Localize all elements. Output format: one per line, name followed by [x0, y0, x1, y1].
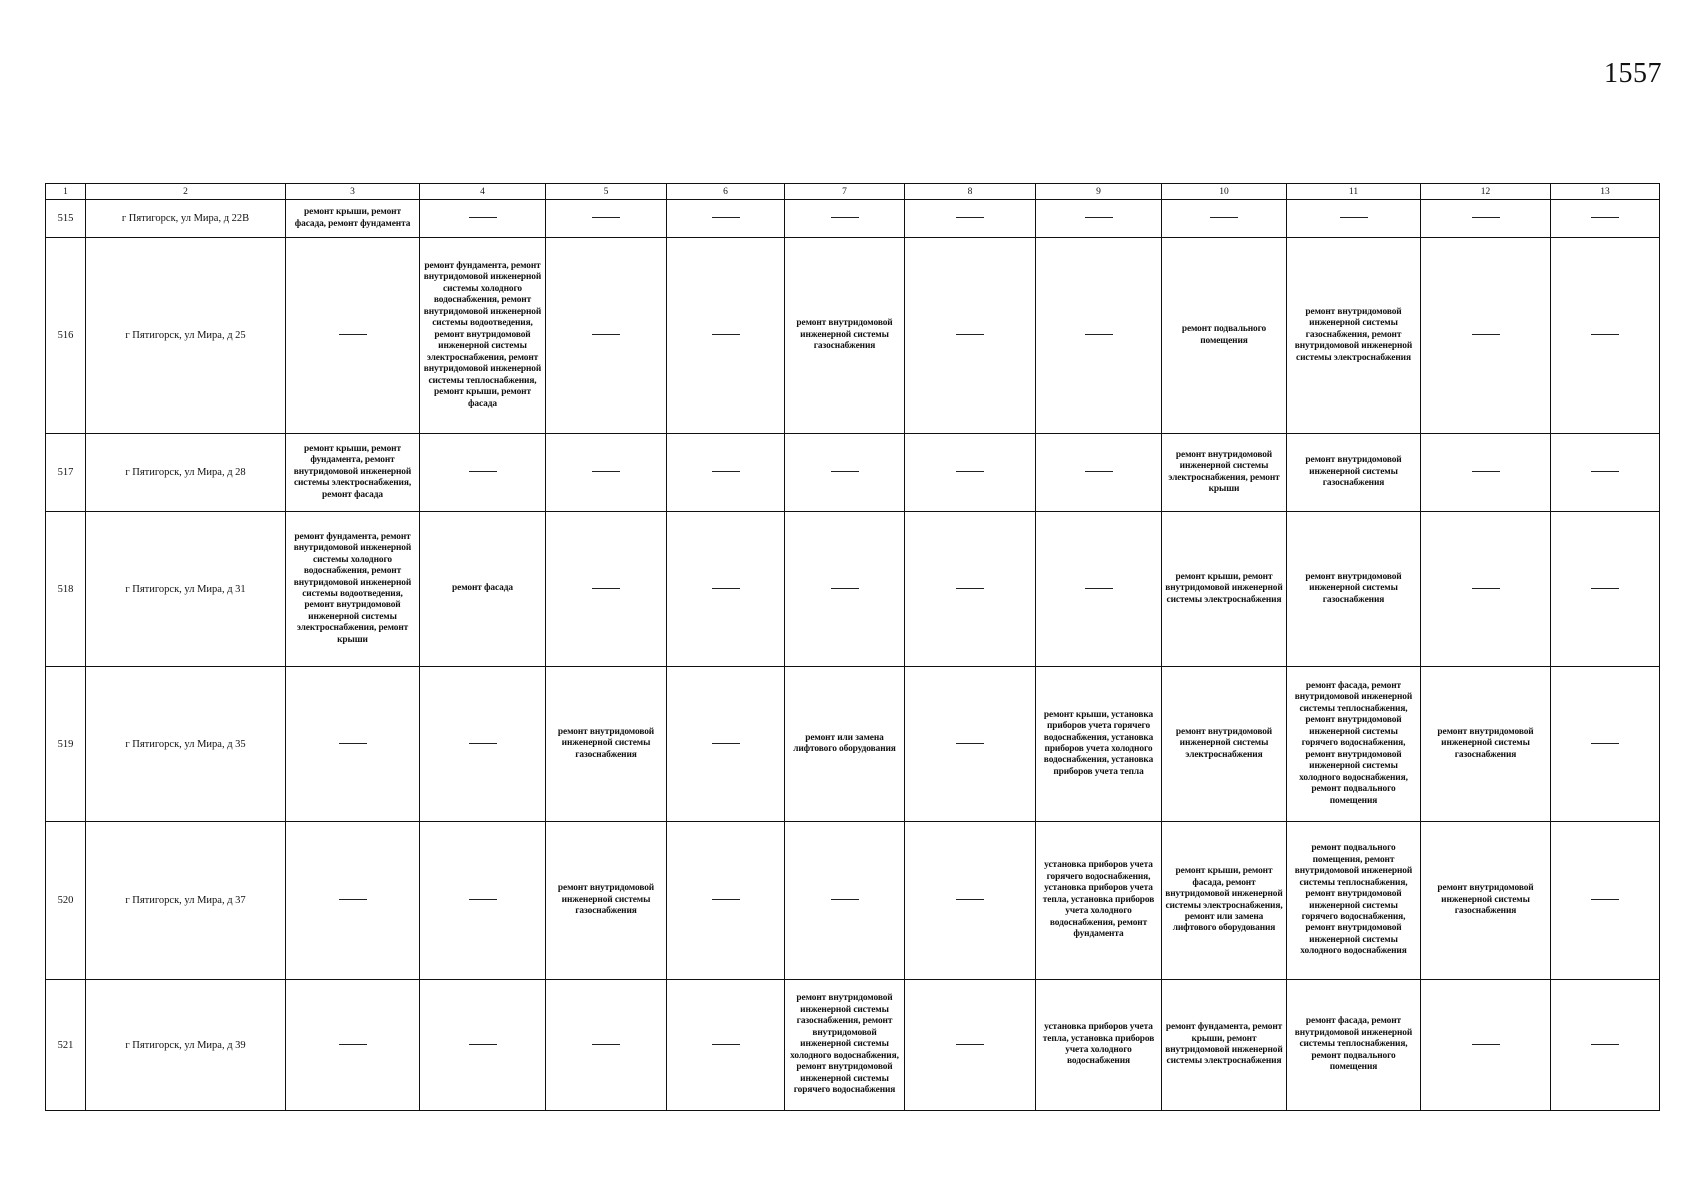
work-cell [546, 980, 667, 1111]
work-cell [785, 980, 905, 1111]
work-text: ремонт крыши, установка приборов учета горячего водоснабжения, установка приборов учета холодного водоснабжения, установка приборов учета тепла [1043, 709, 1154, 777]
address-cell [86, 667, 286, 822]
empty-dash [592, 471, 620, 472]
empty-dash [1210, 217, 1238, 218]
cell-text: г Пятигорск, ул Мира, д 22В [121, 213, 250, 224]
work-text: ремонт фасада, ремонт внутридомовой инженерной системы теплоснабжения, ремонт внутридомовой инженерной системы горячего водоснабжения, ремонт внутридомовой инженерной системы холодного водоснабжения, ремонт подвального помещения [1294, 680, 1413, 806]
empty-dash [1472, 217, 1500, 218]
empty-dash [339, 743, 367, 744]
row-number [46, 980, 86, 1111]
work-cell [546, 667, 667, 822]
work-cell [420, 980, 546, 1111]
cell-text: 517 [57, 467, 74, 478]
empty-dash [1591, 588, 1619, 589]
cell-text: 516 [57, 330, 74, 341]
column-header: 1 [46, 184, 86, 200]
work-text: ремонт подвального помещения, ремонт внутридомовой инженерной системы теплоснабжения, ремонт внутридомовой инженерной системы горячего водоснабжения, ремонт внутридомовой инженерной системы холодного водоснабжения [1294, 843, 1413, 957]
work-cell [1162, 822, 1287, 980]
empty-dash [712, 588, 740, 589]
cell-text: г Пятигорск, ул Мира, д 25 [125, 330, 246, 341]
work-cell [1551, 238, 1660, 434]
work-text: ремонт внутридомовой инженерной системы газоснабжения [1437, 883, 1534, 917]
empty-dash [956, 899, 984, 900]
empty-dash [1472, 334, 1500, 335]
work-cell [905, 822, 1036, 980]
empty-dash [712, 899, 740, 900]
row-number [46, 512, 86, 667]
work-cell [546, 238, 667, 434]
empty-dash [592, 1044, 620, 1045]
column-header: 11 [1287, 184, 1421, 200]
work-cell [1421, 667, 1551, 822]
work-text: ремонт или замена лифтового оборудования [793, 732, 896, 754]
empty-dash [1591, 217, 1619, 218]
work-cell [1287, 238, 1421, 434]
row-number [46, 822, 86, 980]
empty-dash [1472, 471, 1500, 472]
row-number [46, 238, 86, 434]
row-number [46, 667, 86, 822]
column-header: 9 [1036, 184, 1162, 200]
table-row [46, 667, 1660, 822]
cell-text: г Пятигорск, ул Мира, д 39 [125, 1039, 246, 1051]
column-header: 6 [667, 184, 785, 200]
empty-dash [956, 743, 984, 744]
empty-dash [956, 588, 984, 589]
empty-dash [1085, 471, 1113, 472]
work-text: ремонт фасада [452, 583, 513, 594]
empty-dash [1472, 1044, 1500, 1045]
empty-dash [1340, 217, 1368, 218]
work-text: ремонт внутридомовой инженерной системы газоснабжения [796, 318, 893, 352]
work-cell [785, 667, 905, 822]
cell-text: 519 [57, 738, 74, 750]
work-cell [286, 200, 420, 238]
page-number: 1557 [1604, 58, 1662, 89]
work-cell [1551, 822, 1660, 980]
column-header: 4 [420, 184, 546, 200]
work-text: ремонт внутридомовой инженерной системы газоснабжения, ремонт внутридомовой инженерной системы холодного водоснабжения, ремонт внутридомовой инженерной системы горячего водоснабжения [790, 993, 899, 1096]
work-cell [1421, 238, 1551, 434]
column-header: 8 [905, 184, 1036, 200]
work-cell [1036, 512, 1162, 667]
work-cell [1551, 434, 1660, 512]
column-header: 2 [86, 184, 286, 200]
empty-dash [1591, 471, 1619, 472]
empty-dash [592, 334, 620, 335]
work-cell [286, 512, 420, 667]
work-cell [1421, 434, 1551, 512]
work-cell [1421, 980, 1551, 1111]
work-cell [1421, 822, 1551, 980]
work-cell [785, 512, 905, 667]
column-number-row [46, 184, 1660, 200]
row-number [46, 200, 86, 238]
empty-dash [831, 588, 859, 589]
work-cell [667, 667, 785, 822]
address-cell [86, 434, 286, 512]
cell-text: 518 [57, 583, 74, 595]
empty-dash [1085, 217, 1113, 218]
work-cell [905, 238, 1036, 434]
work-cell [905, 512, 1036, 667]
work-cell [1287, 434, 1421, 512]
work-text: ремонт крыши, ремонт фасада, ремонт фундамента [294, 207, 411, 229]
empty-dash [712, 471, 740, 472]
work-text: ремонт крыши, ремонт внутридомовой инженерной системы электроснабжения [1165, 571, 1283, 605]
empty-dash [592, 588, 620, 589]
work-cell [1551, 980, 1660, 1111]
work-cell [546, 822, 667, 980]
table-row [46, 238, 1660, 434]
work-cell [1162, 667, 1287, 822]
work-cell [667, 822, 785, 980]
work-cell [1036, 434, 1162, 512]
work-cell [1287, 980, 1421, 1111]
work-cell [286, 822, 420, 980]
cell-text: 515 [57, 213, 74, 224]
column-header: 13 [1551, 184, 1660, 200]
empty-dash [1591, 1044, 1619, 1045]
work-cell [785, 434, 905, 512]
work-cell [1036, 980, 1162, 1111]
work-cell [286, 238, 420, 434]
cell-text: г Пятигорск, ул Мира, д 35 [125, 738, 246, 750]
work-cell [667, 434, 785, 512]
work-text: ремонт внутридомовой инженерной системы электроснабжения, ремонт крыши [1168, 449, 1280, 494]
work-cell [1162, 980, 1287, 1111]
empty-dash [339, 334, 367, 335]
cell-text: 520 [57, 895, 74, 906]
work-text: ремонт внутридомовой инженерной системы газоснабжения [1305, 571, 1402, 605]
table-row [46, 980, 1660, 1111]
address-cell [86, 822, 286, 980]
work-cell [905, 980, 1036, 1111]
empty-dash [831, 471, 859, 472]
row-number [46, 434, 86, 512]
empty-dash [1591, 743, 1619, 744]
work-cell [1551, 200, 1660, 238]
work-text: ремонт крыши, ремонт фундамента, ремонт внутридомовой инженерной системы электроснабжения, ремонт фасада [293, 443, 412, 500]
column-header: 12 [1421, 184, 1551, 200]
work-cell [420, 512, 546, 667]
work-cell [420, 238, 546, 434]
empty-dash [712, 217, 740, 218]
work-cell [1162, 200, 1287, 238]
work-cell [1287, 667, 1421, 822]
empty-dash [831, 217, 859, 218]
work-cell [1162, 512, 1287, 667]
empty-dash [712, 743, 740, 744]
work-text: ремонт внутридомовой инженерной системы электроснабжения [1175, 726, 1273, 760]
empty-dash [1085, 334, 1113, 335]
work-cell [1036, 822, 1162, 980]
work-text: ремонт внутридомовой инженерной системы газоснабжения [1305, 455, 1402, 489]
empty-dash [712, 1044, 740, 1045]
work-cell [1287, 512, 1421, 667]
table-row [46, 512, 1660, 667]
work-cell [1551, 667, 1660, 822]
empty-dash [469, 471, 497, 472]
work-text: ремонт внутридомовой инженерной системы газоснабжения [557, 883, 655, 917]
work-cell [667, 200, 785, 238]
work-cell [546, 512, 667, 667]
empty-dash [1591, 334, 1619, 335]
empty-dash [339, 1044, 367, 1045]
work-cell [546, 200, 667, 238]
table-row [46, 200, 1660, 238]
work-text: ремонт подвального помещения [1181, 324, 1267, 346]
work-cell [1421, 200, 1551, 238]
work-cell [1162, 434, 1287, 512]
work-text: ремонт фундамента, ремонт внутридомовой инженерной системы холодного водоснабжения, ремонт внутридомовой инженерной системы водоотведения, ремонт внутридомовой инженерной системы электроснабжения, ремонт внутридомовой инженерной системы теплоснабжения, ремонт крыши, ремонт фасада [423, 260, 542, 409]
work-text: ремонт внутридомовой инженерной системы газоснабжения, ремонт внутридомовой инженерной системы электроснабжения [1294, 306, 1413, 363]
work-text: ремонт внутридомовой инженерной системы газоснабжения [1437, 726, 1534, 760]
column-header: 3 [286, 184, 420, 200]
empty-dash [1591, 899, 1619, 900]
empty-dash [469, 217, 497, 218]
work-cell [785, 822, 905, 980]
cell-text: г Пятигорск, ул Мира, д 31 [125, 583, 246, 595]
empty-dash [956, 217, 984, 218]
empty-dash [339, 899, 367, 900]
work-cell [905, 434, 1036, 512]
work-cell [420, 200, 546, 238]
empty-dash [469, 743, 497, 744]
empty-dash [1472, 588, 1500, 589]
work-text: ремонт фундамента, ремонт крыши, ремонт внутридомовой инженерной системы электроснабжения [1165, 1022, 1283, 1067]
work-cell [420, 822, 546, 980]
cell-text: 521 [57, 1039, 74, 1051]
work-cell [1036, 667, 1162, 822]
empty-dash [956, 334, 984, 335]
address-cell [86, 980, 286, 1111]
work-cell [546, 434, 667, 512]
empty-dash [1085, 588, 1113, 589]
address-cell [86, 512, 286, 667]
work-cell [286, 434, 420, 512]
empty-dash [469, 899, 497, 900]
work-text: ремонт фундамента, ремонт внутридомовой инженерной системы холодного водоснабжения, ремонт внутридомовой инженерной системы водоотведения, ремонт внутридомовой инженерной системы электроснабжения, ремонт крыши [293, 531, 412, 645]
work-cell [1036, 238, 1162, 434]
work-cell [420, 667, 546, 822]
table-body [46, 200, 1660, 1111]
work-cell [667, 238, 785, 434]
work-cell [1287, 822, 1421, 980]
cell-text: г Пятигорск, ул Мира, д 28 [125, 467, 246, 478]
empty-dash [712, 334, 740, 335]
column-header: 10 [1162, 184, 1287, 200]
work-cell [667, 512, 785, 667]
work-cell [1421, 512, 1551, 667]
work-cell [905, 667, 1036, 822]
cell-text: г Пятигорск, ул Мира, д 37 [125, 895, 246, 906]
empty-dash [956, 471, 984, 472]
work-cell [785, 238, 905, 434]
work-cell [1551, 512, 1660, 667]
address-cell [86, 238, 286, 434]
empty-dash [956, 1044, 984, 1045]
work-text: установка приборов учета горячего водоснабжения, установка приборов учета тепла, установка приборов учета холодного водоснабжения, ремонт фундамента [1042, 860, 1155, 940]
work-text: ремонт фасада, ремонт внутридомовой инженерной системы теплоснабжения, ремонт подвального помещения [1294, 1016, 1413, 1073]
work-cell [1036, 200, 1162, 238]
work-text: ремонт крыши, ремонт фасада, ремонт внутридомовой инженерной системы электроснабжения, ремонт или замена лифтового оборудования [1165, 866, 1283, 934]
work-text: установка приборов учета тепла, установка приборов учета холодного водоснабжения [1042, 1022, 1155, 1067]
work-cell [785, 200, 905, 238]
work-cell [1287, 200, 1421, 238]
work-cell [1162, 238, 1287, 434]
repair-schedule-table [45, 183, 1660, 1111]
work-cell [905, 200, 1036, 238]
work-text: ремонт внутридомовой инженерной системы газоснабжения [557, 726, 655, 760]
table-row [46, 822, 1660, 980]
table-row [46, 434, 1660, 512]
column-header: 7 [785, 184, 905, 200]
empty-dash [831, 899, 859, 900]
work-cell [667, 980, 785, 1111]
empty-dash [469, 1044, 497, 1045]
address-cell [86, 200, 286, 238]
work-cell [420, 434, 546, 512]
column-header: 5 [546, 184, 667, 200]
work-cell [286, 980, 420, 1111]
empty-dash [592, 217, 620, 218]
work-cell [286, 667, 420, 822]
